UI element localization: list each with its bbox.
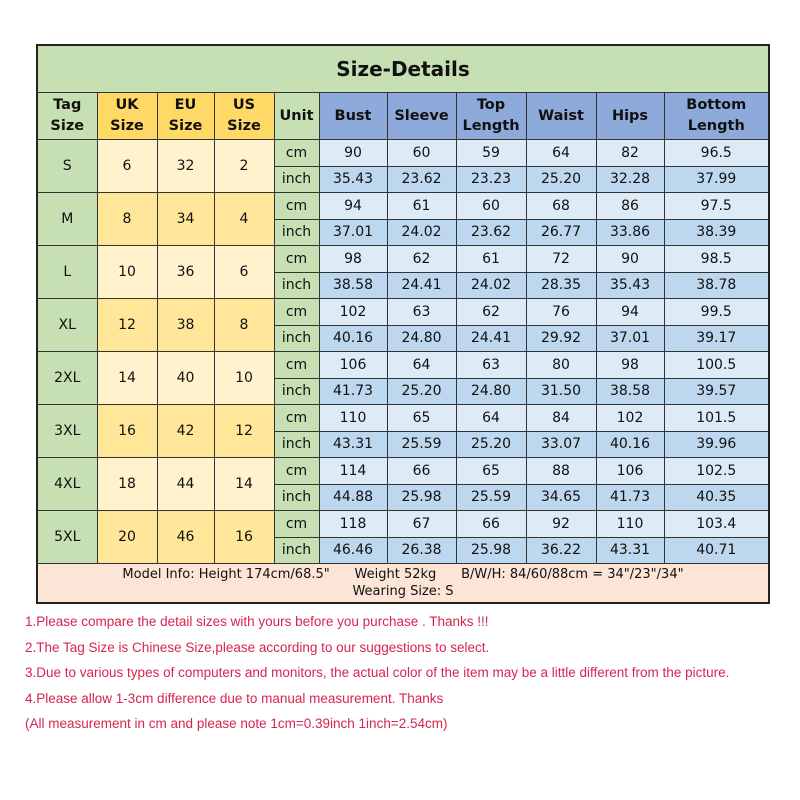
- measure-cell: 101.5: [664, 405, 769, 432]
- measure-cell: 29.92: [526, 325, 596, 352]
- measure-cell: 106: [596, 458, 664, 485]
- unit-cell: cm: [274, 246, 319, 273]
- measure-cell: 24.80: [456, 378, 526, 405]
- eu-size-cell: 34: [157, 193, 214, 246]
- us-size-cell: 4: [214, 193, 274, 246]
- uk-size-cell: 18: [97, 458, 157, 511]
- size-details-table: [36, 44, 770, 604]
- header-us-size: US Size: [214, 93, 274, 140]
- measure-cell: 43.31: [319, 431, 387, 458]
- notes-list: [25, 612, 729, 740]
- header-uk-size: UK Size: [97, 93, 157, 140]
- measure-cell: 24.02: [387, 219, 456, 246]
- measure-cell: 62: [456, 299, 526, 326]
- measure-cell: 98.5: [664, 246, 769, 273]
- note-item: 1.Please compare the detail sizes with yours before you purchase . Thanks !!!: [25, 614, 489, 629]
- measure-cell: 40.35: [664, 484, 769, 511]
- unit-cell: inch: [274, 219, 319, 246]
- header-top-length: Top Length: [456, 93, 526, 140]
- us-size-cell: 10: [214, 352, 274, 405]
- measure-cell: 35.43: [596, 272, 664, 299]
- eu-size-cell: 40: [157, 352, 214, 405]
- header-sleeve: Sleeve: [387, 93, 456, 140]
- table-row-cm: [37, 458, 769, 485]
- measure-cell: 37.01: [596, 325, 664, 352]
- eu-size-cell: 42: [157, 405, 214, 458]
- tag-size-cell: 5XL: [37, 511, 97, 564]
- measure-cell: 38.58: [319, 272, 387, 299]
- us-size-cell: 6: [214, 246, 274, 299]
- measure-cell: 76: [526, 299, 596, 326]
- measure-cell: 33.07: [526, 431, 596, 458]
- measure-cell: 98: [319, 246, 387, 273]
- unit-cell: cm: [274, 511, 319, 538]
- table-title: Size-Details: [37, 45, 769, 93]
- measure-cell: 99.5: [664, 299, 769, 326]
- model-info-line1: Model Info: Height 174cm/68.5" Weight 52kg B/W/H: 84/60/88cm = 34"/23"/34": [122, 567, 684, 582]
- measure-cell: 25.98: [456, 537, 526, 564]
- measure-cell: 37.01: [319, 219, 387, 246]
- measure-cell: 23.62: [387, 166, 456, 193]
- us-size-cell: 16: [214, 511, 274, 564]
- eu-size-cell: 44: [157, 458, 214, 511]
- uk-size-cell: 16: [97, 405, 157, 458]
- measure-cell: 61: [456, 246, 526, 273]
- measure-cell: 67: [387, 511, 456, 538]
- eu-size-cell: 32: [157, 140, 214, 193]
- measure-cell: 66: [456, 511, 526, 538]
- table-row-cm: [37, 140, 769, 167]
- measure-cell: 64: [526, 140, 596, 167]
- measure-cell: 102: [319, 299, 387, 326]
- measure-cell: 64: [456, 405, 526, 432]
- table-row-cm: [37, 193, 769, 220]
- table-row-cm: [37, 511, 769, 538]
- note-item: 3.Due to various types of computers and monitors, the actual color of the item may be a little different from the picture.: [25, 665, 730, 680]
- measure-cell: 43.31: [596, 537, 664, 564]
- measure-cell: 40.16: [319, 325, 387, 352]
- header-unit: Unit: [274, 93, 319, 140]
- header-hips: Hips: [596, 93, 664, 140]
- tag-size-cell: S: [37, 140, 97, 193]
- note-item: (All measurement in cm and please note 1cm=0.39inch 1inch=2.54cm): [25, 716, 448, 731]
- table-row-cm: [37, 352, 769, 379]
- measure-cell: 40.71: [664, 537, 769, 564]
- measure-cell: 41.73: [319, 378, 387, 405]
- measure-cell: 65: [387, 405, 456, 432]
- unit-cell: inch: [274, 537, 319, 564]
- measure-cell: 38.78: [664, 272, 769, 299]
- measure-cell: 24.02: [456, 272, 526, 299]
- measure-cell: 63: [387, 299, 456, 326]
- header-bottom-length: Bottom Length: [664, 93, 769, 140]
- table-row-cm: [37, 299, 769, 326]
- tag-size-cell: M: [37, 193, 97, 246]
- measure-cell: 25.20: [526, 166, 596, 193]
- measure-cell: 94: [596, 299, 664, 326]
- measure-cell: 38.39: [664, 219, 769, 246]
- measure-cell: 25.20: [387, 378, 456, 405]
- measure-cell: 103.4: [664, 511, 769, 538]
- measure-cell: 31.50: [526, 378, 596, 405]
- us-size-cell: 2: [214, 140, 274, 193]
- unit-cell: inch: [274, 325, 319, 352]
- measure-cell: 102: [596, 405, 664, 432]
- measure-cell: 32.28: [596, 166, 664, 193]
- header-eu-size: EU Size: [157, 93, 214, 140]
- unit-cell: cm: [274, 193, 319, 220]
- measure-cell: 46.46: [319, 537, 387, 564]
- measure-cell: 88: [526, 458, 596, 485]
- measure-cell: 68: [526, 193, 596, 220]
- tag-size-cell: 4XL: [37, 458, 97, 511]
- measure-cell: 86: [596, 193, 664, 220]
- measure-cell: 72: [526, 246, 596, 273]
- measure-cell: 40.16: [596, 431, 664, 458]
- measure-cell: 24.41: [387, 272, 456, 299]
- measure-cell: 39.17: [664, 325, 769, 352]
- measure-cell: 102.5: [664, 458, 769, 485]
- measure-cell: 62: [387, 246, 456, 273]
- measure-cell: 35.43: [319, 166, 387, 193]
- unit-cell: inch: [274, 484, 319, 511]
- unit-cell: inch: [274, 378, 319, 405]
- model-info-line2: Wearing Size: S: [352, 584, 454, 599]
- header-tag-size: Tag Size: [37, 93, 97, 140]
- measure-cell: 44.88: [319, 484, 387, 511]
- tag-size-cell: 3XL: [37, 405, 97, 458]
- measure-cell: 26.38: [387, 537, 456, 564]
- measure-cell: 38.58: [596, 378, 664, 405]
- uk-size-cell: 14: [97, 352, 157, 405]
- model-info: [37, 564, 769, 604]
- measure-cell: 24.41: [456, 325, 526, 352]
- measure-cell: 114: [319, 458, 387, 485]
- note-item: 4.Please allow 1-3cm difference due to manual measurement. Thanks: [25, 690, 444, 706]
- measure-cell: 82: [596, 140, 664, 167]
- us-size-cell: 8: [214, 299, 274, 352]
- eu-size-cell: 36: [157, 246, 214, 299]
- measure-cell: 90: [319, 140, 387, 167]
- uk-size-cell: 10: [97, 246, 157, 299]
- measure-cell: 33.86: [596, 219, 664, 246]
- table-row-cm: [37, 405, 769, 432]
- measure-cell: 60: [387, 140, 456, 167]
- measure-cell: 66: [387, 458, 456, 485]
- table-row-cm: [37, 246, 769, 273]
- measure-cell: 28.35: [526, 272, 596, 299]
- header-waist: Waist: [526, 93, 596, 140]
- unit-cell: cm: [274, 140, 319, 167]
- measure-cell: 80: [526, 352, 596, 379]
- measure-cell: 64: [387, 352, 456, 379]
- uk-size-cell: 12: [97, 299, 157, 352]
- measure-cell: 26.77: [526, 219, 596, 246]
- measure-cell: 63: [456, 352, 526, 379]
- us-size-cell: 12: [214, 405, 274, 458]
- measure-cell: 90: [596, 246, 664, 273]
- uk-size-cell: 8: [97, 193, 157, 246]
- unit-cell: cm: [274, 352, 319, 379]
- eu-size-cell: 38: [157, 299, 214, 352]
- header-bust: Bust: [319, 93, 387, 140]
- tag-size-cell: L: [37, 246, 97, 299]
- measure-cell: 60: [456, 193, 526, 220]
- measure-cell: 25.98: [387, 484, 456, 511]
- measure-cell: 94: [319, 193, 387, 220]
- unit-cell: inch: [274, 166, 319, 193]
- measure-cell: 25.20: [456, 431, 526, 458]
- measure-cell: 36.22: [526, 537, 596, 564]
- us-size-cell: 14: [214, 458, 274, 511]
- measure-cell: 84: [526, 405, 596, 432]
- measure-cell: 25.59: [387, 431, 456, 458]
- measure-cell: 98: [596, 352, 664, 379]
- measure-cell: 106: [319, 352, 387, 379]
- measure-cell: 23.62: [456, 219, 526, 246]
- measure-cell: 118: [319, 511, 387, 538]
- unit-cell: inch: [274, 272, 319, 299]
- measure-cell: 37.99: [664, 166, 769, 193]
- measure-cell: 100.5: [664, 352, 769, 379]
- tag-size-cell: 2XL: [37, 352, 97, 405]
- unit-cell: cm: [274, 458, 319, 485]
- uk-size-cell: 20: [97, 511, 157, 564]
- measure-cell: 25.59: [456, 484, 526, 511]
- measure-cell: 59: [456, 140, 526, 167]
- measure-cell: 41.73: [596, 484, 664, 511]
- tag-size-cell: XL: [37, 299, 97, 352]
- eu-size-cell: 46: [157, 511, 214, 564]
- note-item: 2.The Tag Size is Chinese Size,please according to our suggestions to select.: [25, 639, 490, 655]
- measure-cell: 39.96: [664, 431, 769, 458]
- measure-cell: 23.23: [456, 166, 526, 193]
- measure-cell: 39.57: [664, 378, 769, 405]
- measure-cell: 96.5: [664, 140, 769, 167]
- unit-cell: cm: [274, 299, 319, 326]
- measure-cell: 34.65: [526, 484, 596, 511]
- measure-cell: 110: [319, 405, 387, 432]
- measure-cell: 110: [596, 511, 664, 538]
- measure-cell: 65: [456, 458, 526, 485]
- measure-cell: 61: [387, 193, 456, 220]
- unit-cell: cm: [274, 405, 319, 432]
- measure-cell: 97.5: [664, 193, 769, 220]
- measure-cell: 92: [526, 511, 596, 538]
- uk-size-cell: 6: [97, 140, 157, 193]
- unit-cell: inch: [274, 431, 319, 458]
- measure-cell: 24.80: [387, 325, 456, 352]
